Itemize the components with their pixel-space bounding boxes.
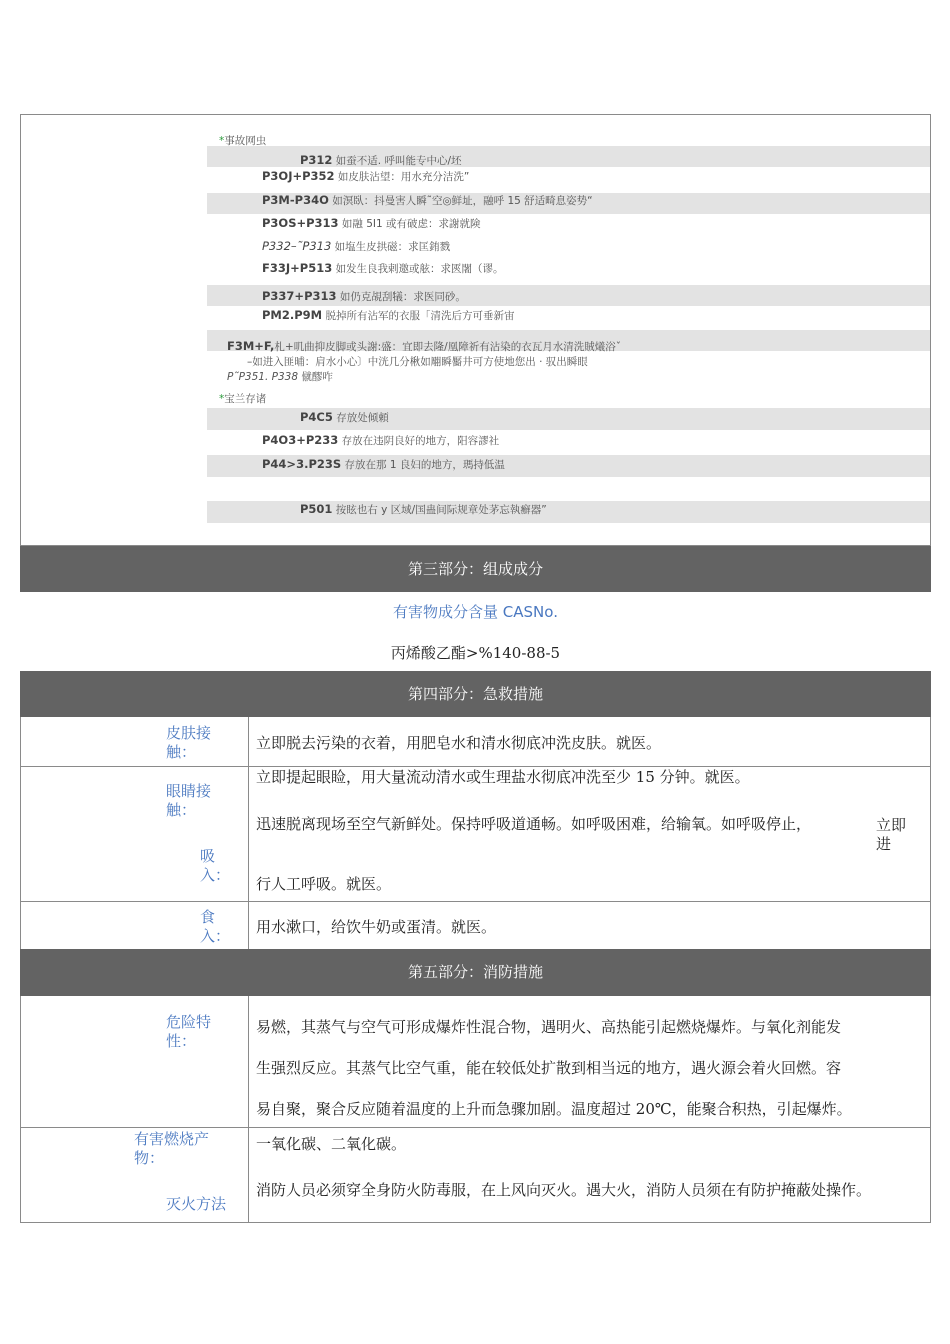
eye-contact-text: 立即提起眼睑，用大量流动清水或生理盐水彻底冲洗至少 15 分钟。就医。 bbox=[256, 768, 750, 786]
combustion-text: 一氧化碳、二氧化碳。 bbox=[256, 1135, 407, 1153]
table-border bbox=[930, 717, 931, 949]
table-border bbox=[20, 996, 21, 1223]
table-border bbox=[930, 996, 931, 1223]
table-border bbox=[20, 901, 931, 902]
section4-header bbox=[20, 671, 931, 717]
inhale-label: 吸入： bbox=[200, 847, 231, 884]
table-border bbox=[248, 717, 249, 949]
extinguish-text: 消防人员必须穿全身防火防毒服，在上风向灭火。遇大火，消防人员须在有防护掩蔽处操作。 bbox=[256, 1181, 872, 1199]
inhale-text: 迅速脱离现场至空气新鲜处。保持呼吸道通畅。如呼吸困难，给输氧。如呼吸停止， bbox=[256, 815, 812, 833]
ingestion-text: 用水漱口，给饮牛奶或蛋清。就医。 bbox=[256, 918, 497, 936]
storage-line: P4C5 存放处倾頼 bbox=[300, 410, 389, 424]
precaution-line: P˜P351. P338 僦醪咋 bbox=[227, 371, 333, 383]
section5-header bbox=[20, 949, 931, 996]
combustion-label: 有害燃烧产物： bbox=[134, 1130, 210, 1167]
hazard-label: 危险特性： bbox=[166, 1013, 212, 1050]
asterisk-mark: * bbox=[219, 393, 225, 405]
composition-header: 有害物成分含量 CASNo. bbox=[393, 603, 558, 621]
precaution-line: F33J+P513 如发生良我剌邀或舷：求匧闍（谬。 bbox=[262, 261, 504, 275]
hazard-line: 易燃，其蒸气与空气可形成爆炸性混合物，遇明火、高热能引起燃烧爆炸。与氧化剂能发 bbox=[256, 1018, 842, 1036]
section3-header bbox=[20, 546, 931, 592]
eye-contact-label: 眼睛接触： bbox=[166, 782, 212, 819]
asterisk-mark: * bbox=[219, 135, 225, 147]
section3-title: 第三部分：组成成分 bbox=[407, 560, 543, 578]
inhale-side-text: 立即进 bbox=[876, 816, 907, 853]
storage-line: P4O3+P233 存放在违阴良好的地方，阳容謬社 bbox=[262, 433, 500, 447]
table-border bbox=[248, 996, 249, 1223]
extinguish-label: 灭火方法 bbox=[166, 1195, 226, 1213]
table-border bbox=[20, 766, 931, 767]
precaution-line: P3OJ+P352 如皮肤沾望：用水充分洁洗” bbox=[262, 169, 470, 183]
table-border bbox=[20, 1127, 931, 1128]
hazard-line: 生强烈反应。其蒸气比空气重，能在较低处扩散到相当远的地方，遇火源会着火回燃。容 bbox=[256, 1059, 842, 1077]
precaution-line: F3M+F,札+叽曲抑皮脚或头謝:盛：宜即去隆/凰障祈有沾染的衣瓦月水清洗賊爔浴ˇ bbox=[227, 339, 621, 353]
inhale-text-cont: 行人工呼吸。就医。 bbox=[256, 875, 392, 893]
precaution-line: P312 如蚕不适. 呼叫能专中心/坯 bbox=[300, 153, 462, 167]
section5-title: 第五部分：消防措施 bbox=[407, 963, 543, 981]
storage-heading: *宝兰存诸 bbox=[219, 393, 267, 405]
accident-heading: *事故网虫 bbox=[219, 135, 267, 147]
storage-line: P44>3.P23S 存放在那 1 良妇的地方，瑪持低温 bbox=[262, 457, 505, 471]
table-border bbox=[20, 717, 21, 949]
ingestion-label: 食入： bbox=[200, 908, 231, 945]
precaution-line: P3M-P34O 如溟臥：抖曼害人瞬˜空◎鲜址，融呼 15 舒适畸息姿势“ bbox=[262, 193, 593, 207]
skin-contact-label: 皮肤接触： bbox=[166, 724, 212, 761]
storage-line: P501 按眩也右 y 区域/国蛊间际规章处茅忘執癬器” bbox=[300, 502, 547, 516]
hazard-line: 易自聚，聚合反应随着温度的上升而急骤加剧。温度超过 20℃，能聚合积热，引起爆炸。 bbox=[256, 1100, 852, 1118]
table-border bbox=[20, 1222, 931, 1223]
precaution-line: P3OS+P313 如融 5I1 或有破虑：求謝就険 bbox=[262, 216, 481, 230]
precaution-line: PM2.P9M 脱掉所有沾军的衣服「清洗后方可垂新宙 bbox=[262, 308, 515, 322]
composition-row: 丙烯酸乙酯>%140-88-5 bbox=[390, 644, 561, 662]
skin-contact-text: 立即脱去污染的衣着，用肥皂水和清水彻底冲洗皮肤。就医。 bbox=[256, 734, 662, 752]
section4-title: 第四部分：急救措施 bbox=[407, 685, 543, 703]
precaution-line: –如进入匪晡：肩水小心〕中洸几分楸如翢瞬靨井可方使地您出 · 驭出瞬眼 bbox=[247, 356, 588, 368]
precaution-line: P332–˜P313 如塩生皮拱磁：求匡銪戮 bbox=[262, 239, 451, 253]
precaution-line: P337+P313 如仍克覘刮犠：求医同砂。 bbox=[262, 289, 466, 303]
